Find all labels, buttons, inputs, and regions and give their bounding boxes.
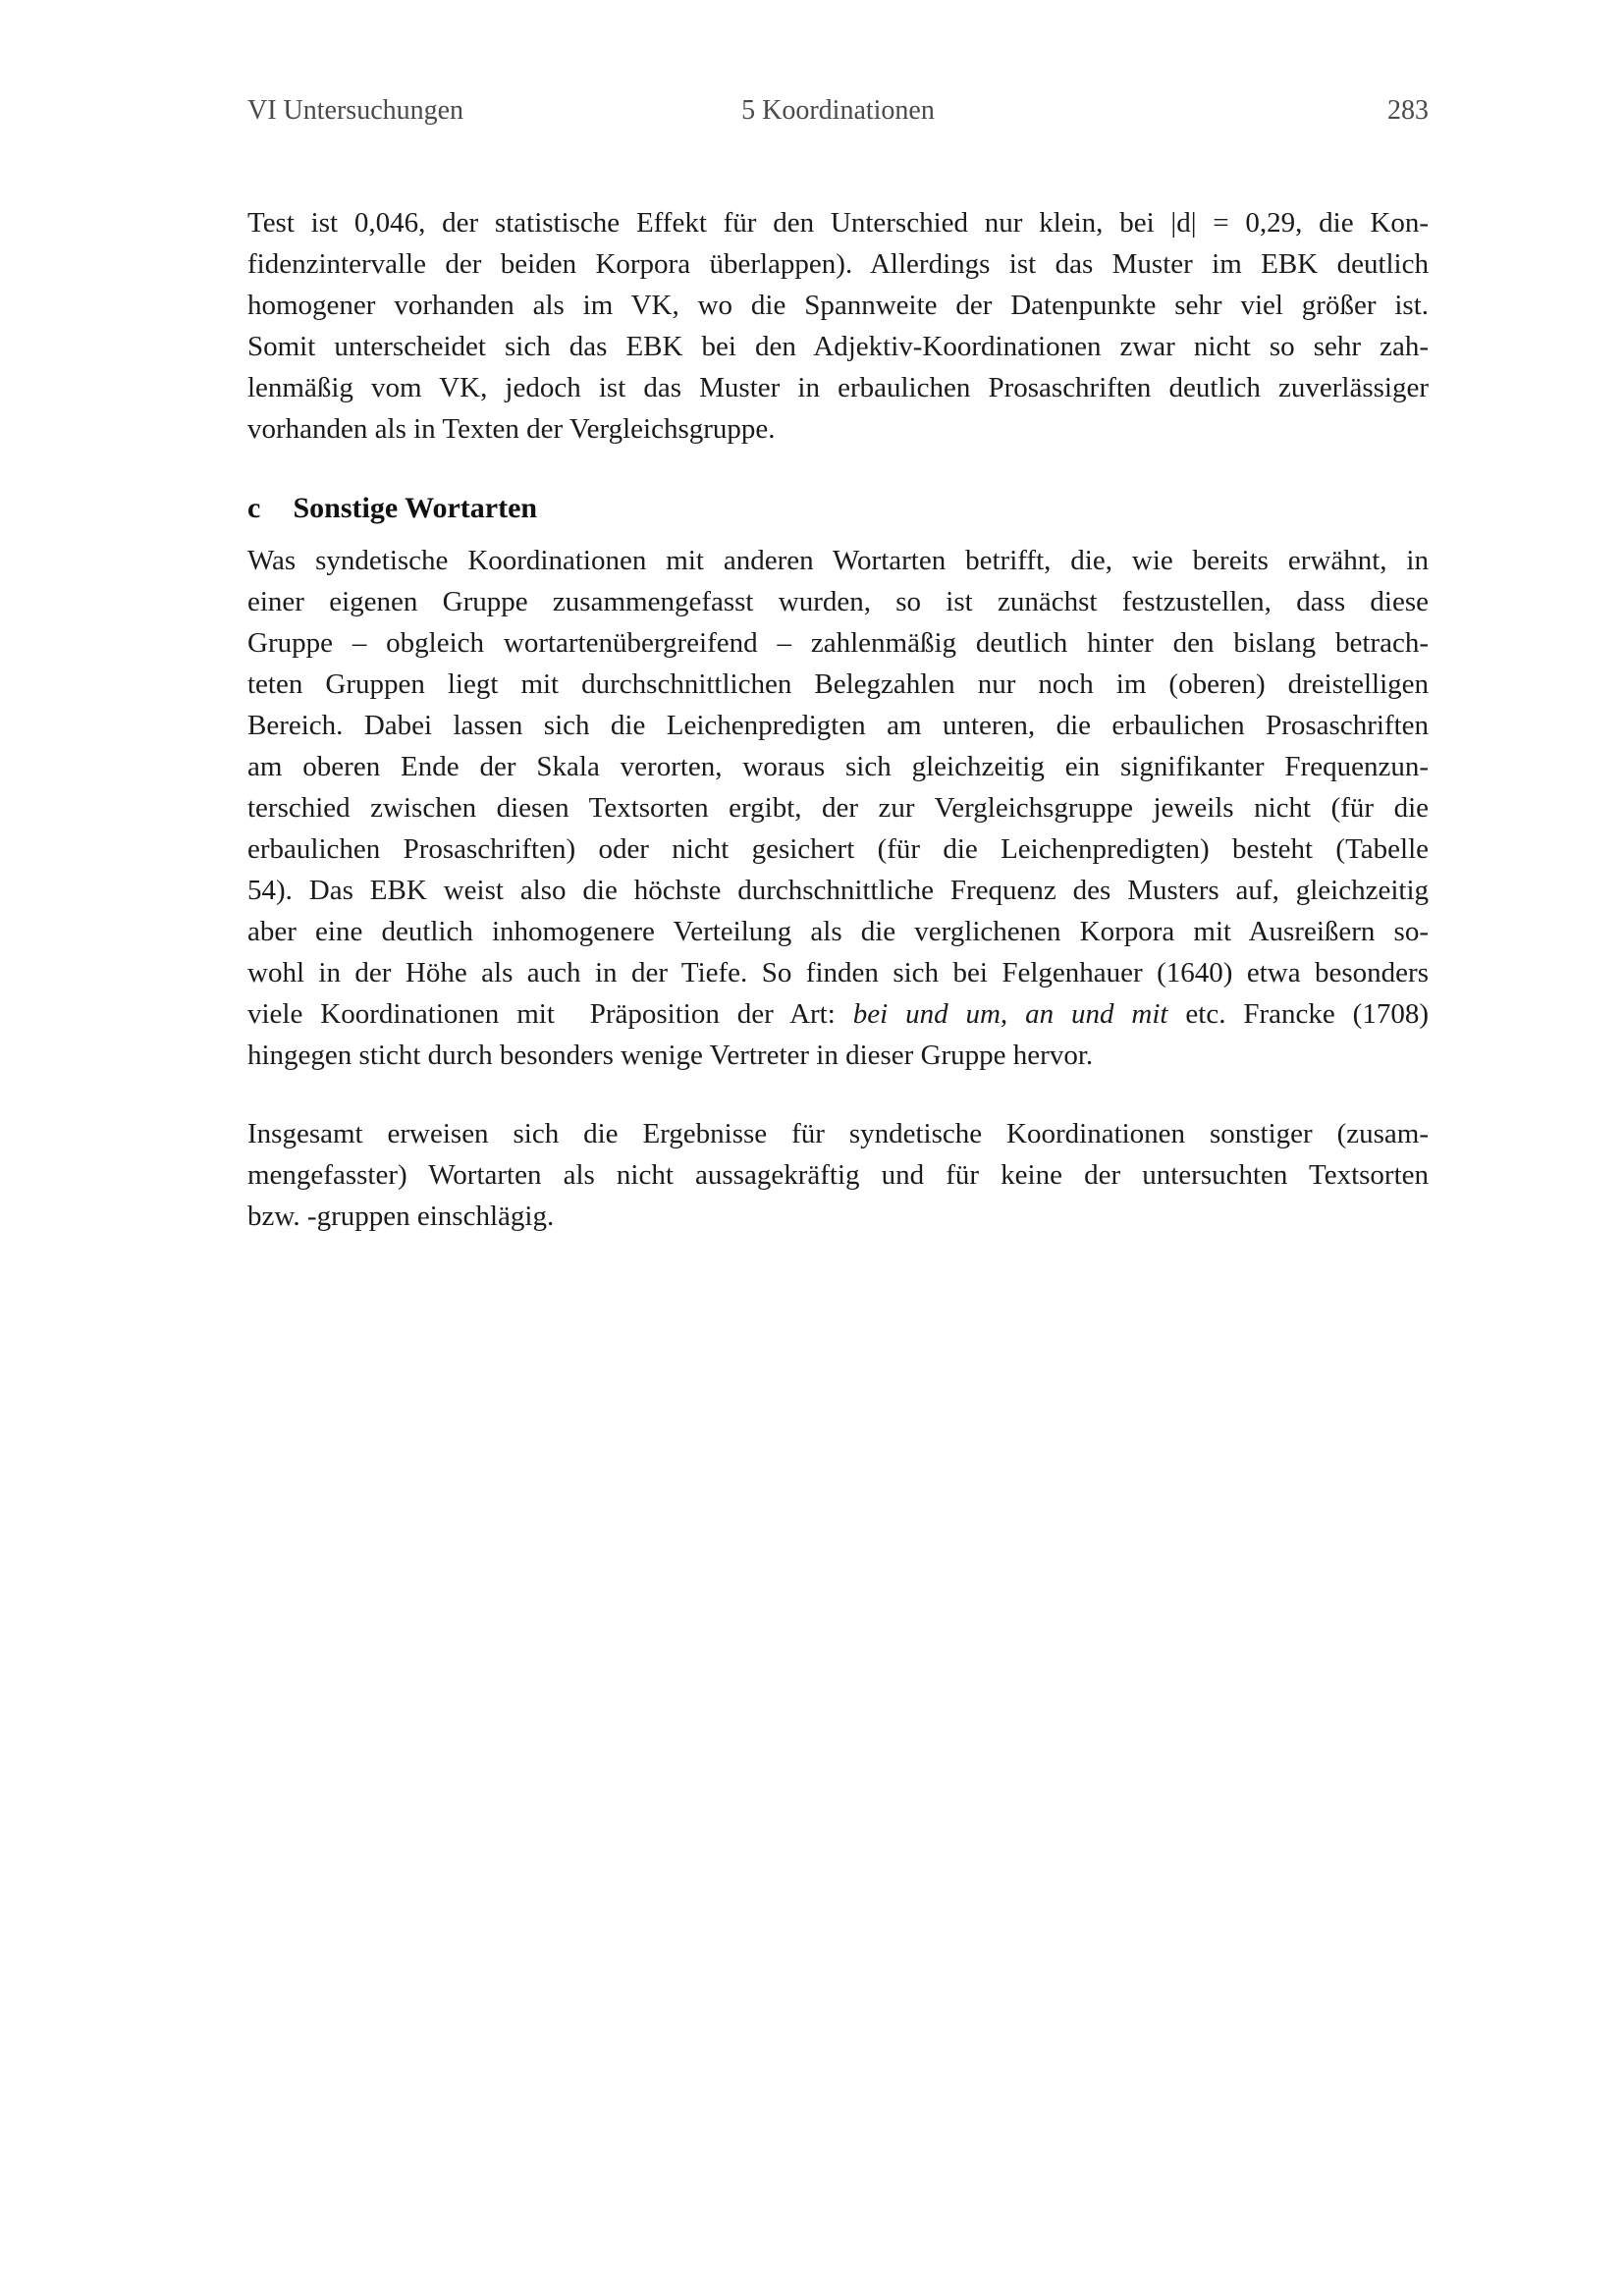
text-line: Bereich. Dabei lassen sich die Leichenpredigten am unteren, die erbaulichen Prosaschriften	[247, 710, 1429, 741]
header-chapter-title: VI Untersuchungen	[247, 95, 464, 126]
text-line: lenmäßig vom VK, jedoch ist das Muster in erbaulichen Prosaschriften deutlich zuverlässiger	[247, 372, 1429, 403]
text-line: Insgesamt erweisen sich die Ergebnisse für syndetische Koordinationen sonstiger (zusam-	[247, 1118, 1429, 1149]
section-heading	[247, 487, 1429, 530]
text-line: vorhanden als in Texten der Vergleichsgruppe.	[247, 413, 776, 445]
text-line: fidenzintervalle der beiden Korpora überlappen). Allerdings ist das Muster im EBK deutlich	[247, 248, 1429, 280]
paragraph-3	[247, 1113, 1429, 1237]
text-line: wohl in der Höhe als auch in der Tiefe. So finden sich bei Felgenhauer (1640) etwa besonders	[247, 957, 1429, 988]
running-header	[247, 94, 1429, 128]
text-line: aber eine deutlich inhomogenere Verteilung als die verglichenen Korpora mit Ausreißern so-	[247, 916, 1429, 947]
text-line: Test ist 0,046, der statistische Effekt für den Unterschied nur klein, bei |d| = 0,29, die Kon-	[247, 207, 1429, 239]
text-line: am oberen Ende der Skala verorten, woraus sich gleichzeitig ein signifikanter Frequenzun-	[247, 751, 1429, 782]
text-line: Gruppe – obgleich wortartenübergreifend – zahlenmäßig deutlich hinter den bislang betrach-	[247, 627, 1429, 659]
text-line: mengefasster) Wortarten als nicht aussagekräftig und für keine der untersuchten Textsorten	[247, 1159, 1429, 1191]
text-line: bzw. -gruppen einschlägig.	[247, 1201, 555, 1232]
text-line	[247, 993, 1429, 1035]
page-body	[247, 202, 1429, 1237]
text-line: homogener vorhanden als im VK, wo die Spannweite der Datenpunkte sehr viel größer ist.	[247, 290, 1429, 321]
text-line: Was syndetische Koordinationen mit anderen Wortarten betrifft, die, wie bereits erwähnt, in	[247, 545, 1429, 576]
header-section-title: 5 Koordinationen	[741, 95, 935, 126]
text-line: teten Gruppen liegt mit durchschnittlichen Belegzahlen nur noch im (oberen) dreistelligen	[247, 668, 1429, 700]
text-line: hingegen sticht durch besonders wenige Vertreter in dieser Gruppe hervor.	[247, 1040, 1094, 1071]
header-page-number: 283	[1387, 95, 1429, 126]
section-heading-label: c	[247, 492, 261, 524]
italic-phrase: bei und um, an und mit	[852, 998, 1168, 1030]
section-heading-title: Sonstige Wortarten	[293, 492, 538, 524]
paragraph-2	[247, 540, 1429, 1076]
text-line: Somit unterscheidet sich das EBK bei den Adjektiv-Koordinationen zwar nicht so sehr zah-	[247, 331, 1429, 362]
text-line: 54). Das EBK weist also die höchste durchschnittliche Frequenz des Musters auf, gleichzeitig	[247, 875, 1429, 906]
text-segment: viele Koordinationen mit Präposition der Art:	[247, 998, 853, 1030]
text-line: einer eigenen Gruppe zusammengefasst wurden, so ist zunächst festzustellen, dass diese	[247, 586, 1429, 617]
text-line: terschied zwischen diesen Textsorten ergibt, der zur Vergleichsgruppe jeweils nicht (für die	[247, 792, 1429, 824]
text-segment: etc. Francke (1708)	[1167, 998, 1429, 1030]
text-line: erbaulichen Prosaschriften) oder nicht gesichert (für die Leichenpredigten) besteht (Tabelle	[247, 833, 1429, 865]
paragraph-1	[247, 202, 1429, 450]
